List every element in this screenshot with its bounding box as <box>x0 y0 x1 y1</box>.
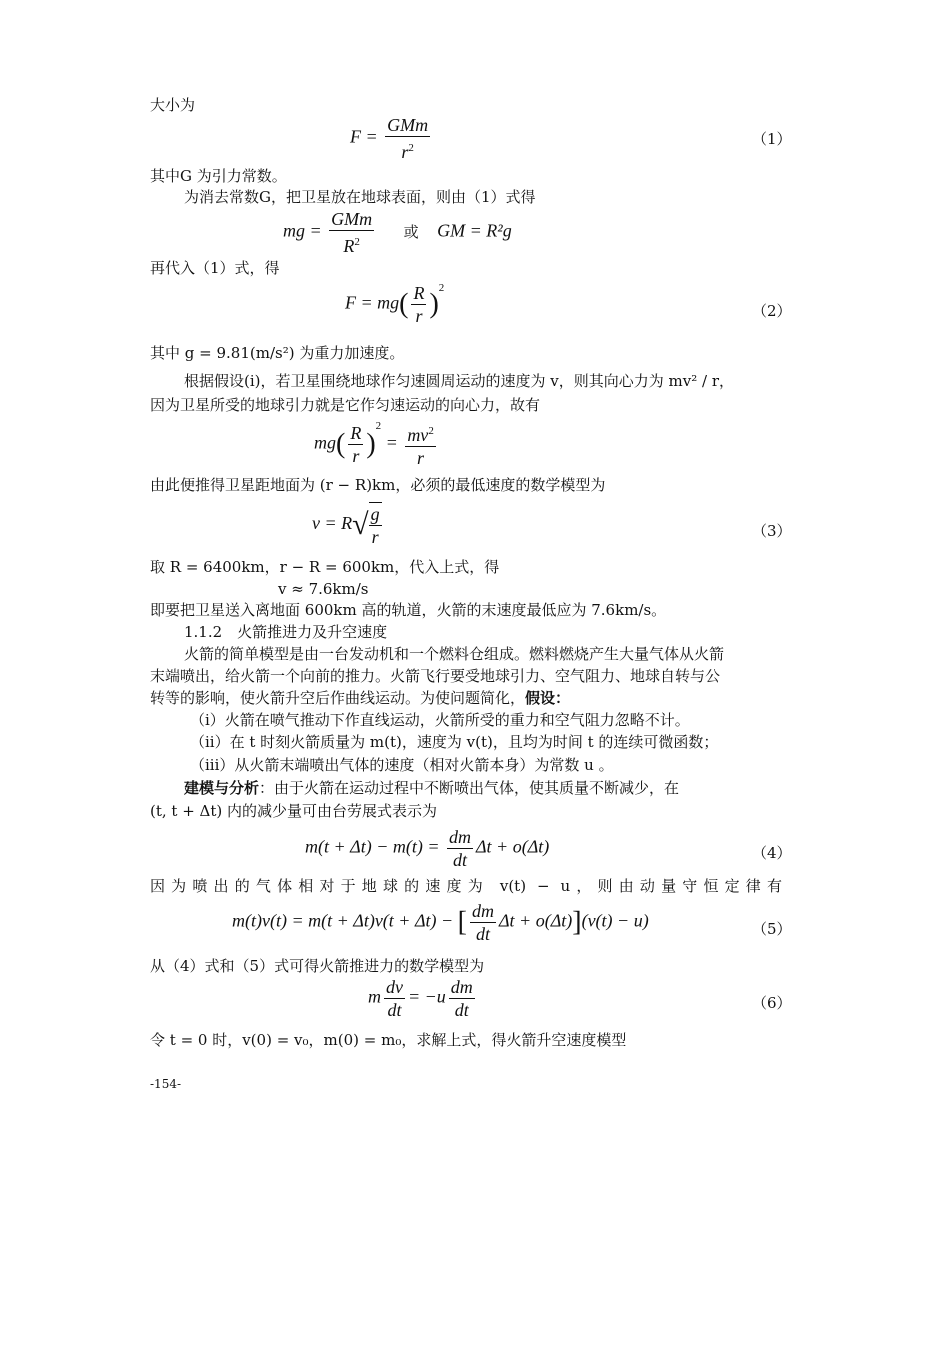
equation-number: （4） <box>752 844 792 862</box>
text-line: 因为卫星所受的地球引力就是它作匀速运动的向心力，故有 <box>150 396 541 414</box>
text-line: v ≈ 7.6km/s <box>278 580 369 598</box>
equation-3: v = R√ $\frac{g}{r}$ <box>312 504 380 547</box>
text-line: 即要把卫星送入离地面 600km 高的轨道，火箭的末速度最低应为 7.6km/s。 <box>150 601 667 619</box>
text-line: 转等的影响，使火箭升空后作曲线运动。为使问题简化，假设： <box>150 689 571 707</box>
equation-1: F = $\frac{\text{GMm}}{r^2}$ <box>350 115 429 162</box>
assumption-item: （i）火箭在喷气推动下作直线运动，火箭所受的重力和空气阻力忽略不计。 <box>190 711 690 729</box>
text-line: 从（4）式和（5）式可得火箭推进力的数学模型为 <box>150 957 485 975</box>
text-line: (t, t + Δt) 内的减少量可由台劳展式表示为 <box>150 802 438 820</box>
equation-number: （2） <box>752 302 792 320</box>
equation-centripetal: mg( $\frac{R}{r}$ )$^2$ = $\frac{mv^2}{r}$ <box>314 420 434 468</box>
text-line: 末端喷出，给火箭一个向前的推力。火箭飞行要受地球引力、空气阻力、地球自转与公 <box>150 667 721 685</box>
equation-number: （1） <box>752 130 792 148</box>
equation-5: m(t)v(t) = m(t + Δt)v(t + Δt) − [ $\frac{dm}{dt}$ Δt + o(Δt)](v(t) − u) <box>232 901 649 944</box>
equation-number: （3） <box>752 522 792 540</box>
text-line: 因为喷出的气体相对于地球的速度为 v(t) − u，则由动量守恒定律有 <box>150 877 782 895</box>
page-number: -154- <box>150 1077 182 1091</box>
text-line: 令 t = 0 时，v(0) = v₀，m(0) = m₀，求解上式，得火箭升空速度模型 <box>150 1031 627 1049</box>
text-line: 由此便推得卫星距地面为 (r − R)km，必须的最低速度的数学模型为 <box>150 476 606 494</box>
text-line: 建模与分析：由于火箭在运动过程中不断喷出气体，使其质量不断减少，在 <box>184 779 680 797</box>
text-line: 根据假设(i)，若卫星围绕地球作匀速圆周运动的速度为 v，则其向心力为 mv² / r， <box>184 372 734 390</box>
text-line: 其中 g = 9.81(m/s²) 为重力加速度。 <box>150 344 405 362</box>
text-line: 火箭的简单模型是由一台发动机和一个燃料仓组成。燃料燃烧产生大量气体从火箭 <box>184 645 725 663</box>
text-line: 其中G 为引力常数。 <box>150 167 287 185</box>
equation-2: F = mg( $\frac{R}{r}$ )$^2$ <box>345 282 445 326</box>
text-line: 再代入（1）式，得 <box>150 259 280 277</box>
text-line: 取 R = 6400km，r − R = 600km，代入上式，得 <box>150 558 500 576</box>
section-heading: 1.1.2 火箭推进力及升空速度 <box>184 623 388 641</box>
equation-6: m $\frac{dv}{dt}$ = −u $\frac{dm}{dt}$ <box>368 977 473 1020</box>
text-line: 大小为 <box>150 96 196 114</box>
assumption-item: （iii）从火箭末端喷出气体的速度（相对火箭本身）为常数 u 。 <box>190 756 614 774</box>
text-line: 为消去常数G，把卫星放在地球表面，则由（1）式得 <box>184 188 536 206</box>
equation-surface: mg = $\frac{\text{GMm}}{R^2}$ 或 GM = R²g <box>283 209 512 256</box>
assumption-item: （ii）在 t 时刻火箭质量为 m(t)，速度为 v(t)，且均为时间 t 的连续可微函数； <box>190 733 719 751</box>
equation-number: （5） <box>752 920 792 938</box>
equation-4: m(t + Δt) − m(t) = $\frac{dm}{dt}$ Δt + o(Δt) <box>305 827 550 870</box>
equation-number: （6） <box>752 994 792 1012</box>
